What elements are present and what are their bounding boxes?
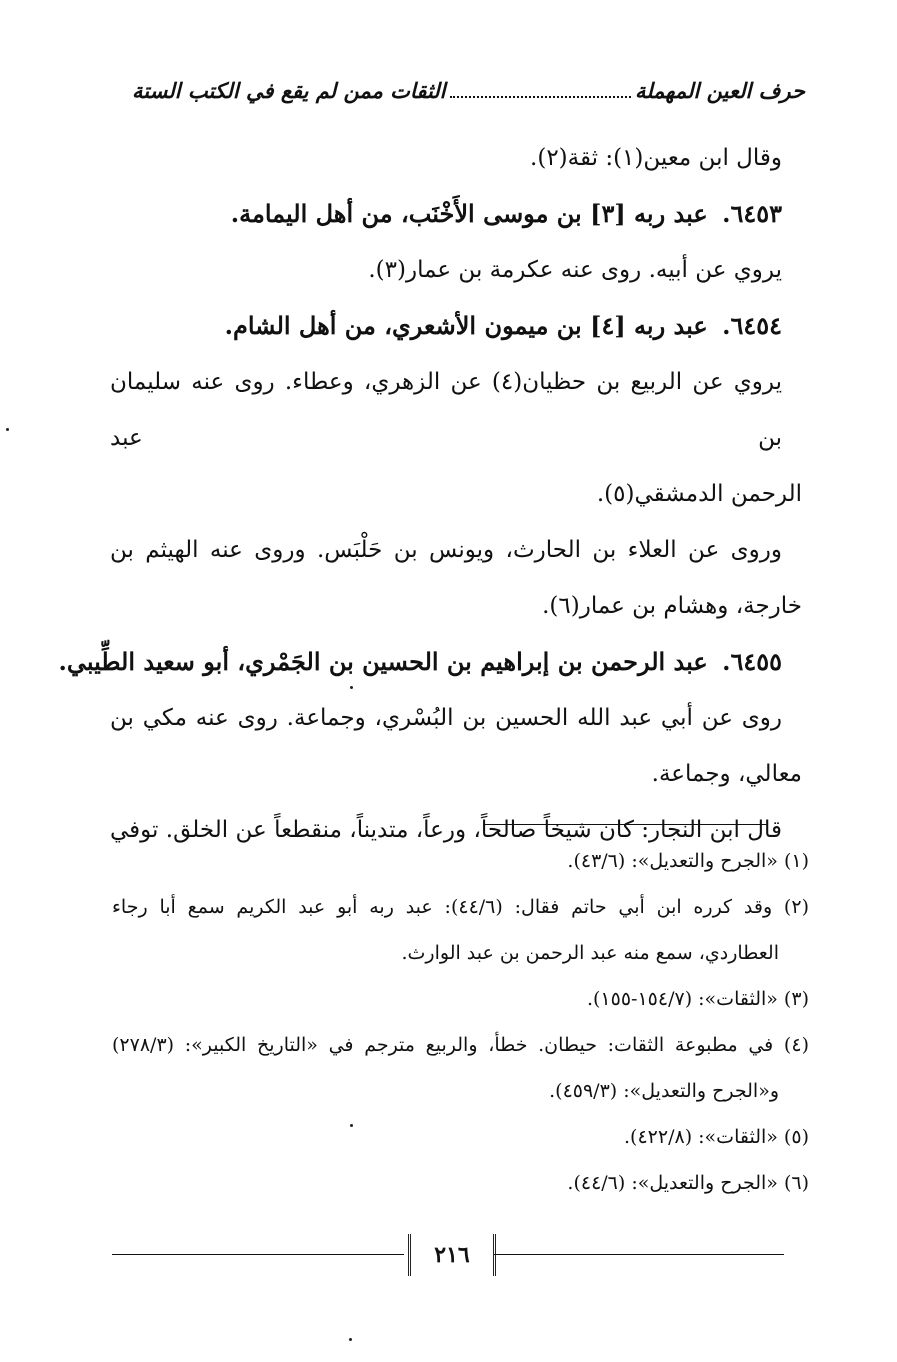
footnote-5: (٥) «الثقات»: (٤٢٢/٨).: [624, 1126, 809, 1148]
bottom-rule-right: [494, 1254, 784, 1255]
header-dot-leader: [450, 96, 631, 98]
text-line: روى عن أبي عبد الله الحسين بن البُسْري، وجماعة. روى عنه مكي بن: [110, 705, 782, 731]
text-line: يروي عن أبيه. روى عنه عكرمة بن عمار(٣).: [368, 257, 782, 283]
footnote-4-continued: و«الجرح والتعديل»: (٤٥٩/٣).: [549, 1080, 779, 1102]
text-line: الرحمن الدمشقي(٥).: [596, 481, 802, 507]
entry-name: عبد الرحمن بن إبراهيم بن الحسين بن الجَمْري، أبو سعيد الطِّيبي.: [58, 647, 708, 676]
entry-name: عبد ربه [٤] بن ميمون الأشعري، من أهل الشام.: [224, 311, 708, 340]
entry-name: عبد ربه [٣] بن موسى الأَخْنَب، من أهل اليمامة.: [230, 199, 708, 228]
header-book-title: الثقات ممن لم يقع في الكتب الستة: [132, 78, 446, 103]
text-line: معالي، وجماعة.: [651, 761, 802, 787]
header-chapter-title: حرف العين المهملة: [634, 78, 805, 103]
footnotes: [112, 838, 809, 1206]
scan-speck: [350, 686, 353, 689]
text-line: خارجة، وهشام بن عمار(٦).: [542, 593, 802, 619]
text-line: يروي عن الربيع بن حظيان(٤) عن الزهري، وعطاء. روى عنه سليمان بن عبد: [110, 369, 782, 451]
scan-speck: [350, 1124, 353, 1127]
footnote-separator: [483, 824, 767, 825]
text-line: وقال ابن معين(١): ثقة(٢).: [530, 145, 782, 171]
footnote-6: (٦) «الجرح والتعديل»: (٤٤/٦).: [567, 1172, 809, 1194]
footnote-2: (٢) وقد كرره ابن أبي حاتم فقال: (٤٤/٦): عبد ربه أبو عبد الكريم سمع أبا رجاء: [112, 896, 809, 918]
scan-speck: [6, 428, 9, 431]
footnote-2-continued: العطاردي، سمع منه عبد الرحمن بن عبد الوارث.: [401, 942, 779, 964]
entry-heading-6454: [110, 298, 802, 354]
scan-speck: [349, 1338, 352, 1341]
footnote-3: (٣) «الثقات»: (١٥٤/٧-١٥٥).: [586, 988, 809, 1010]
text-line: قال ابن النجار: كان شيخاً صالحاً، ورعاً، متديناً، منقطعاً عن الخلق. توفي: [110, 817, 782, 843]
footnote-1: (١) «الجرح والتعديل»: (٤٣/٦).: [567, 850, 809, 872]
entry-number: ٦٤٥٥.: [722, 647, 782, 676]
page-number: ٢١٦: [408, 1234, 496, 1276]
bottom-rule-left: [112, 1254, 404, 1255]
entry-heading-6453: [110, 186, 802, 242]
main-text: [58, 130, 802, 858]
text-line: وروى عن العلاء بن الحارث، ويونس بن حَلْبَس. وروى عنه الهيثم بن: [110, 537, 782, 563]
running-header: [132, 78, 805, 104]
entry-heading-6455: [58, 634, 802, 690]
entry-number: ٦٤٥٤.: [722, 311, 782, 340]
entry-number: ٦٤٥٣.: [722, 199, 782, 228]
footnote-4: (٤) في مطبوعة الثقات: حيطان. خطأ، والربيع مترجم في «التاريخ الكبير»: (٢٧٨/٣): [112, 1034, 809, 1056]
